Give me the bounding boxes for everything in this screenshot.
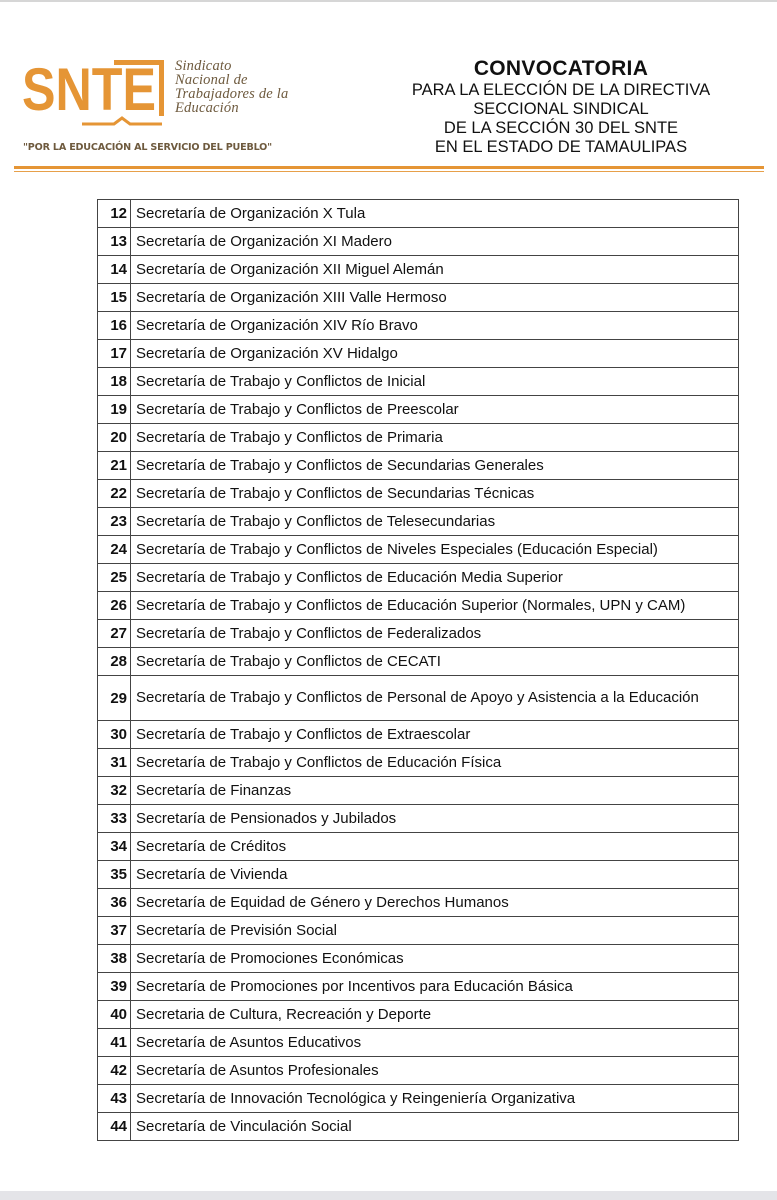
- table-row: [98, 200, 739, 228]
- position-name: Secretaría de Trabajo y Conflictos de Telesecundarias: [131, 508, 739, 536]
- position-name: Secretaría de Trabajo y Conflictos de Federalizados: [131, 620, 739, 648]
- position-number: 13: [98, 228, 131, 256]
- position-name: Secretaría de Organización XII Miguel Alemán: [131, 256, 739, 284]
- subtitle-line: SECCIONAL SINDICAL: [473, 100, 649, 118]
- table-row: [98, 564, 739, 592]
- position-number: 20: [98, 424, 131, 452]
- table-row: [98, 340, 739, 368]
- table-row: [98, 676, 739, 721]
- position-name: Secretaría de Trabajo y Conflictos de Extraescolar: [131, 721, 739, 749]
- position-name: Secretaría de Vinculación Social: [131, 1113, 739, 1141]
- table-row: [98, 480, 739, 508]
- position-name: Secretaría de Vivienda: [131, 861, 739, 889]
- position-number: 25: [98, 564, 131, 592]
- position-number: 23: [98, 508, 131, 536]
- table-row: [98, 592, 739, 620]
- position-number: 18: [98, 368, 131, 396]
- position-name: Secretaría de Asuntos Educativos: [131, 1029, 739, 1057]
- position-name: Secretaría de Trabajo y Conflictos de Inicial: [131, 368, 739, 396]
- position-number: 41: [98, 1029, 131, 1057]
- table-row: [98, 889, 739, 917]
- table-row: [98, 368, 739, 396]
- position-number: 30: [98, 721, 131, 749]
- position-number: 43: [98, 1085, 131, 1113]
- org-name-line: Educación: [175, 100, 239, 116]
- table-row: [98, 536, 739, 564]
- table-row: [98, 256, 739, 284]
- table-row: [98, 648, 739, 676]
- position-number: 31: [98, 749, 131, 777]
- position-name: Secretaría de Promociones Económicas: [131, 945, 739, 973]
- position-name: Secretaría de Trabajo y Conflictos de Secundarias Técnicas: [131, 480, 739, 508]
- subtitle-line: EN EL ESTADO DE TAMAULIPAS: [434, 138, 688, 156]
- position-number: 40: [98, 1001, 131, 1029]
- org-name-line: Nacional de: [175, 72, 248, 88]
- table-row: [98, 945, 739, 973]
- slogan: "POR LA EDUCACIÓN AL SERVICIO DEL PUEBLO": [23, 142, 272, 153]
- position-number: 22: [98, 480, 131, 508]
- table-row: [98, 1001, 739, 1029]
- positions-table-wrap: [97, 199, 739, 1141]
- bottom-strip: [0, 1191, 777, 1200]
- position-number: 14: [98, 256, 131, 284]
- table-row: [98, 749, 739, 777]
- table-row: [98, 1113, 739, 1141]
- position-name: Secretaría de Promociones por Incentivos para Educación Básica: [131, 973, 739, 1001]
- positions-table-body: [98, 200, 739, 1141]
- position-number: 29: [98, 676, 131, 721]
- position-name: Secretaría de Equidad de Género y Derechos Humanos: [131, 889, 739, 917]
- page-title: CONVOCATORIA: [473, 57, 649, 80]
- position-name: Secretaría de Previsión Social: [131, 917, 739, 945]
- subtitle-line: PARA LA ELECCIÓN DE LA DIRECTIVA: [411, 81, 711, 99]
- position-number: 27: [98, 620, 131, 648]
- table-row: [98, 312, 739, 340]
- table-row: [98, 1029, 739, 1057]
- table-row: [98, 973, 739, 1001]
- position-name: Secretaría de Trabajo y Conflictos de Preescolar: [131, 396, 739, 424]
- organization-name: [175, 59, 345, 115]
- position-number: 28: [98, 648, 131, 676]
- position-name: Secretaría de Trabajo y Conflictos de Educación Física: [131, 749, 739, 777]
- header-rule: [14, 166, 764, 169]
- position-name: Secretaría de Créditos: [131, 833, 739, 861]
- snte-logo-icon: [22, 56, 172, 134]
- position-name: Secretaría de Organización XV Hidalgo: [131, 340, 739, 368]
- position-name: Secretaría de Organización XIV Río Bravo: [131, 312, 739, 340]
- table-row: [98, 861, 739, 889]
- position-name: Secretaría de Finanzas: [131, 777, 739, 805]
- table-row: [98, 1057, 739, 1085]
- position-name: Secretaría de Trabajo y Conflictos de Niveles Especiales (Educación Especial): [131, 536, 739, 564]
- position-name: Secretaría de Trabajo y Conflictos de Educación Superior (Normales, UPN y CAM): [131, 592, 739, 620]
- table-row: [98, 805, 739, 833]
- table-row: [98, 917, 739, 945]
- position-number: 34: [98, 833, 131, 861]
- position-number: 24: [98, 536, 131, 564]
- position-number: 36: [98, 889, 131, 917]
- position-number: 15: [98, 284, 131, 312]
- position-number: 42: [98, 1057, 131, 1085]
- position-number: 26: [98, 592, 131, 620]
- position-number: 12: [98, 200, 131, 228]
- table-row: [98, 777, 739, 805]
- position-number: 37: [98, 917, 131, 945]
- position-name: Secretaría de Trabajo y Conflictos de Educación Media Superior: [131, 564, 739, 592]
- table-row: [98, 284, 739, 312]
- position-number: 33: [98, 805, 131, 833]
- table-row: [98, 396, 739, 424]
- position-name: Secretaría de Pensionados y Jubilados: [131, 805, 739, 833]
- table-row: [98, 833, 739, 861]
- table-row: [98, 424, 739, 452]
- title-block: [380, 57, 742, 157]
- snte-logo-block: [20, 56, 340, 166]
- positions-table: [97, 199, 739, 1141]
- table-row: [98, 508, 739, 536]
- position-name: Secretaría de Organización XI Madero: [131, 228, 739, 256]
- position-name: Secretaría de Innovación Tecnológica y Reingeniería Organizativa: [131, 1085, 739, 1113]
- org-name-line: Sindicato: [175, 58, 232, 74]
- logo-wordmark: SNTE: [22, 56, 156, 123]
- position-number: 17: [98, 340, 131, 368]
- position-number: 35: [98, 861, 131, 889]
- position-name: Secretaría de Organización XIII Valle Hermoso: [131, 284, 739, 312]
- top-divider: [0, 0, 777, 2]
- position-number: 21: [98, 452, 131, 480]
- position-number: 38: [98, 945, 131, 973]
- position-name: Secretaría de Asuntos Profesionales: [131, 1057, 739, 1085]
- position-name: Secretaria de Cultura, Recreación y Deporte: [131, 1001, 739, 1029]
- org-name-line: Trabajadores de la: [175, 86, 289, 102]
- position-number: 19: [98, 396, 131, 424]
- table-row: [98, 1085, 739, 1113]
- table-row: [98, 721, 739, 749]
- position-number: 16: [98, 312, 131, 340]
- table-row: [98, 620, 739, 648]
- position-name: Secretaría de Trabajo y Conflictos de CECATI: [131, 648, 739, 676]
- position-name: Secretaría de Trabajo y Conflictos de Personal de Apoyo y Asistencia a la Educación: [131, 676, 739, 721]
- table-row: [98, 452, 739, 480]
- position-number: 39: [98, 973, 131, 1001]
- header-rule-thin: [14, 171, 764, 172]
- page-subtitle: [380, 81, 742, 157]
- subtitle-line: DE LA SECCIÓN 30 DEL SNTE: [443, 119, 679, 137]
- position-name: Secretaría de Organización X Tula: [131, 200, 739, 228]
- table-row: [98, 228, 739, 256]
- position-number: 44: [98, 1113, 131, 1141]
- position-name: Secretaría de Trabajo y Conflictos de Secundarias Generales: [131, 452, 739, 480]
- position-name: Secretaría de Trabajo y Conflictos de Primaria: [131, 424, 739, 452]
- position-number: 32: [98, 777, 131, 805]
